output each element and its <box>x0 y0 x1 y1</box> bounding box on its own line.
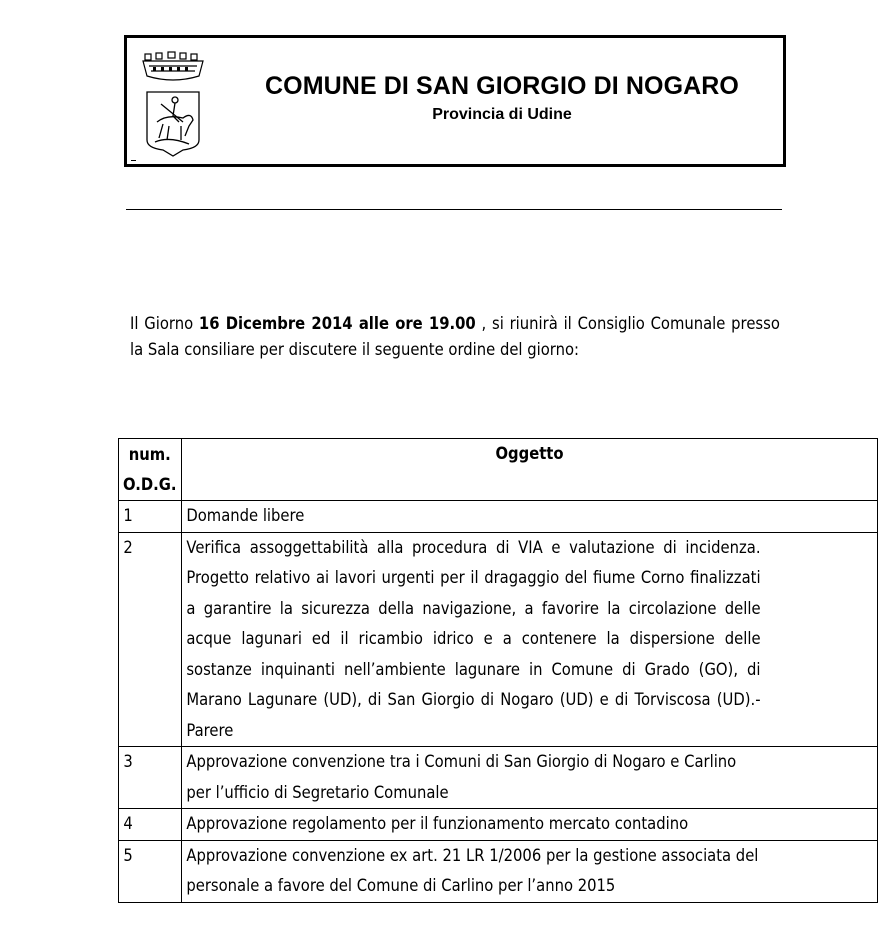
column-header-subject-label: Oggetto <box>494 444 564 464</box>
intro-prefix: Il Giorno <box>130 314 199 334</box>
municipality-title: COMUNE DI SAN GIORGIO DI NOGARO <box>265 72 739 100</box>
agenda-row-num: 5 <box>123 845 133 866</box>
column-header-num <box>119 439 182 501</box>
province-subtitle: Provincia di Udine <box>432 106 572 123</box>
meeting-date-time: 16 Dicembre 2014 alle ore 19.00 <box>198 314 476 334</box>
agenda-row <box>119 532 878 747</box>
stray-mark <box>131 160 136 161</box>
agenda-row-subject: Approvazione regolamento per il funzionamento mercato contadino <box>185 814 688 834</box>
agenda-row-num: 4 <box>123 814 133 834</box>
coat-of-arms-icon <box>139 48 207 158</box>
intro-suffix: , si riunirà il Consiglio Comunale presso la Sala consiliare per discutere il seguente ordine del giorno: <box>130 314 780 360</box>
letterhead-box <box>124 35 786 167</box>
agenda-row-subject: Domande libere <box>185 506 304 526</box>
convocation-paragraph <box>130 311 780 363</box>
column-header-num-line1: num. <box>128 445 171 465</box>
column-header-subject <box>181 439 877 501</box>
agenda-row-subject: Approvazione convenzione ex art. 21 LR 1/2006 per la gestione associata del personale a favore del Comune di Carlino per l’anno 2015 <box>185 845 758 896</box>
column-header-num-line2: O.D.G. <box>122 475 177 495</box>
agenda-table <box>118 438 878 903</box>
agenda-row-subject: Verifica assoggettabilità alla procedura di VIA e valutazione di incidenza. Progetto relativo ai lavori urgenti per il dragaggio del fiume Corno finalizzati a garantire la sicurezza della navigazione, a favorire la circolazione delle acque lagunari ed il ricambio idrico e a contenere la dispersione delle sostanze inquinanti nell’ambiente lagunare in Comune di Grado (GO), di Marano Lagunare (UD), di San Giorgio di Nogaro (UD) e di Torviscosa (UD).-Parere <box>185 537 761 741</box>
agenda-row-num: 1 <box>123 506 133 526</box>
agenda-row-subject: Approvazione convenzione tra i Comuni di San Giorgio di Nogaro e Carlino per l’ufficio di Segretario Comunale <box>185 752 736 803</box>
agenda-row-num: 3 <box>123 752 133 772</box>
agenda-header-row <box>119 439 878 501</box>
agenda-row <box>119 809 878 841</box>
horizontal-divider <box>126 209 782 210</box>
agenda-row-num: 2 <box>123 537 133 558</box>
agenda-row <box>119 501 878 533</box>
agenda-row <box>119 747 878 809</box>
agenda-row <box>119 840 878 902</box>
